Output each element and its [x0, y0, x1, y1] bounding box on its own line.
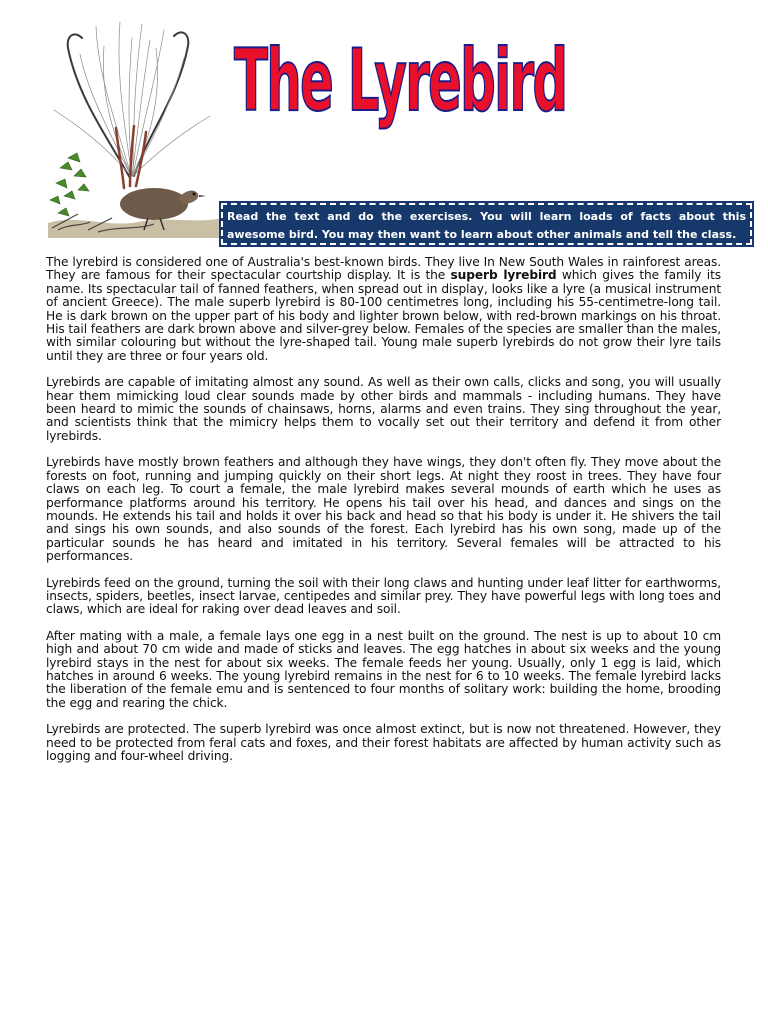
- lyrebird-illustration: [38, 18, 224, 238]
- paragraph-breeding: After mating with a male, a female lays one egg in a nest built on the ground. The nest is up to about 10 cm high and about 70 cm wide and made of sticks and leaves. The egg hatches in about six weeks and the young lyrebird stays in the nest for about six weeks. The female feeds her young. Usually, only 1 egg is laid, which hatches in around 6 weeks. The young lyrebird remains in the nest for 6 to 10 weeks. The female lyrebird lacks the liberation of the female emu and is sentenced to four months of solitary work: building the home, brooding the egg and rearing the chick.: [46, 628, 721, 710]
- paragraph-intro-after: which gives the family its name. Its spectacular tail of fanned feathers, when spread out in display, looks like a lyre (a musical instrument of ancient Greece). The male superb lyrebird is 80-100 centimetres long, including his 55-centimetre-long tail. He is dark brown on the upper part of his body and lighter brown below, with red-brown markings on his throat. His tail feathers are dark brown above and silver-grey below. Females of the species are smaller than the males, with similar colouring but without the lyre-shaped tail. Young male superb lyrebirds do not grow their lyre tails until they are three or four years old.: [46, 268, 722, 363]
- paragraph-intro-before: The lyrebird is considered one of Australia's best-known birds. They live In New South Wales in rainforest areas. They are famous for their spectacular courtship display. It is the: [46, 255, 721, 283]
- paragraph-mimicry: Lyrebirds are capable of imitating almost any sound. As well as their own calls, clicks and song, you will usually hear them mimicking loud clear sounds made by other birds and mammals - including humans. They have been heard to mimic the sounds of chainsaws, horns, alarms and even trains. They sing throughout the year, and scientists think that the mimicry helps them to vocally set out their territory and defend it from other lyrebirds.: [46, 375, 721, 443]
- instructions-box: [221, 203, 752, 245]
- instructions-text: Read the text and do the exercises. You will learn loads of facts about this awesome bird. You may then want to learn about other animals and tell the class.: [227, 210, 746, 241]
- paragraph-feeding: Lyrebirds feed on the ground, turning the soil with their long claws and hunting under leaf litter for earthworms, insects, spiders, beetles, insect larvae, centipedes and similar prey. They have powerful legs with long toes and claws, which are ideal for raking over dead leaves and soil.: [46, 575, 721, 617]
- page-title: The Lyrebird: [234, 31, 567, 131]
- paragraph-intro: [46, 256, 721, 363]
- paragraph-conservation: Lyrebirds are protected. The superb lyrebird was once almost extinct, but is now not threatened. However, they need to be protected from feral cats and foxes, and their forest habitats are affected by human activity such as logging and four-wheel driving.: [46, 722, 721, 763]
- article-body: [46, 256, 721, 776]
- paragraph-intro-bold: superb lyrebird: [450, 268, 557, 283]
- paragraph-behaviour: Lyrebirds have mostly brown feathers and although they have wings, they don't often fly. They move about the forests on foot, running and jumping quickly on their short legs. At night they roost in trees. They have four claws on each leg. To court a female, the male lyrebird makes several mounds of earth which he uses as performance platforms around his territory. He opens his tail over his head, and dances and sings on the mounds. He extends his tail and holds it over his back and head so that his body is under it. He shivers the tail and sings his own sounds, and also sounds of the forest. Each lyrebird has his own song, made up of the particular sounds he has heard and imitated in his territory. Several females will be attracted to his performances.: [46, 455, 721, 564]
